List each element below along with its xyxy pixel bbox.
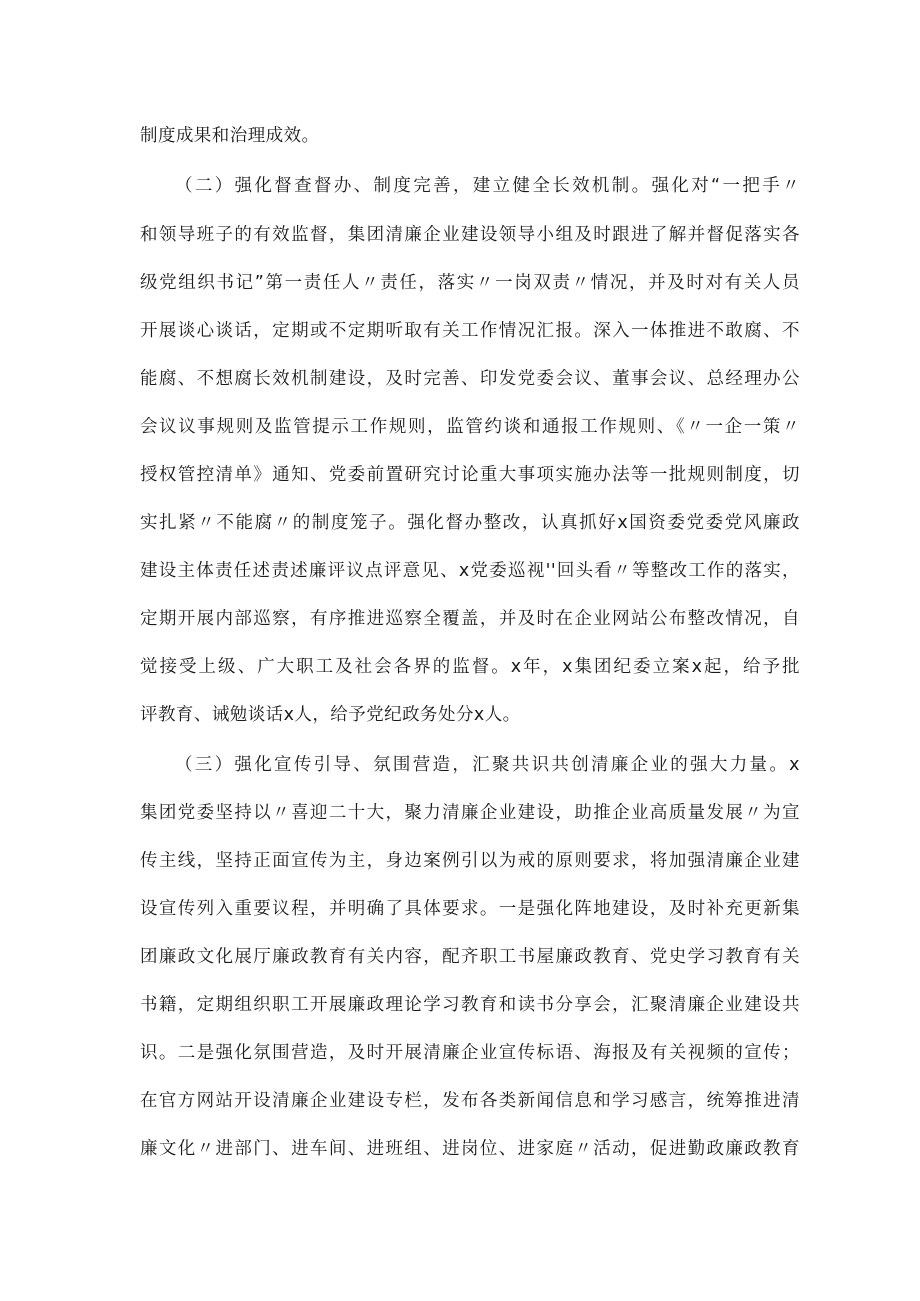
paragraph-3-line-8: 在官方网站开设清廉企业建设专栏，发布各类新闻信息和学习感言，统筹推进清	[140, 1091, 800, 1111]
paragraph-3-line-7: 识。二是强化氛围营造，及时开展清廉企业宣传标语、海报及有关视频的宣传；	[140, 1043, 800, 1063]
paragraph-2-line-12: 评教育、诫勉谈话x人，给予党纪政务处分x人。	[140, 705, 521, 725]
paragraph-3-line-2: 集团党委坚持以〃喜迎二十大，聚力清廉企业建设，助推企业高质量发展〃为宣	[140, 803, 800, 823]
paragraph-2-line-9: 建设主体责任述责述廉评议点评意见、x党委巡视''回头看〃等整改工作的落实，	[140, 561, 800, 581]
paragraph-3-line-1: （三）强化宣传引导、氛围营造，汇聚共识共创清廉企业的强大力量。x	[175, 755, 800, 775]
paragraph-3-line-9: 廉文化〃进部门、进车间、进班组、进岗位、进家庭〃活动，促进勤政廉政教育	[140, 1139, 800, 1159]
paragraph-2-line-2: 和领导班子的有效监督，集团清廉企业建设领导小组及时跟进了解并督促落实各	[140, 225, 800, 245]
paragraph-2-line-1: （二）强化督查督办、制度完善，建立健全长效机制。强化对“一把手〃	[175, 176, 800, 196]
paragraph-2-line-3: 级党组织书记”第一责任人〃责任，落实〃一岗双责〃情况，并及时对有关人员	[140, 273, 800, 293]
paragraph-2-line-11: 觉接受上级、广大职工及社会各界的监督。x年，x集团纪委立案x起，给予批	[140, 657, 800, 677]
paragraph-2-line-8: 实扎紧〃不能腐〃的制度笼子。强化督办整改，认真抓好x国资委党委党风廉政	[140, 513, 800, 533]
paragraph-3-line-3: 传主线，坚持正面宣传为主，身边案例引以为戒的原则要求，将加强清廉企业建	[140, 851, 800, 871]
paragraph-3-line-5: 团廉政文化展厅廉政教育有关内容，配齐职工书屋廉政教育、党史学习教育有关	[140, 947, 800, 967]
paragraph-1-line-1: 制度成果和治理成效。	[140, 126, 320, 146]
paragraph-2-line-5: 能腐、不想腐长效机制建设，及时完善、印发党委会议、董事会议、总经理办公	[140, 369, 800, 389]
paragraph-2-line-7: 授权管控清单》通知、党委前置研究讨论重大事项实施办法等一批规则制度，切	[140, 465, 800, 485]
paragraph-2-line-6: 会议议事规则及监管提示工作规则，监管约谈和通报工作规则、《〃一企一策〃	[140, 417, 800, 437]
paragraph-2-line-4: 开展谈心谈话，定期或不定期听取有关工作情况汇报。深入一体推进不敢腐、不	[140, 321, 800, 341]
paragraph-3-line-6: 书籍，定期组织职工开展廉政理论学习教育和读书分享会，汇聚清廉企业建设共	[140, 995, 800, 1015]
paragraph-2-line-10: 定期开展内部巡察，有序推进巡察全覆盖，并及时在企业网站公布整改情况，自	[140, 609, 800, 629]
paragraph-3-line-4: 设宣传列入重要议程，并明确了具体要求。一是强化阵地建设，及时补充更新集	[140, 899, 800, 919]
